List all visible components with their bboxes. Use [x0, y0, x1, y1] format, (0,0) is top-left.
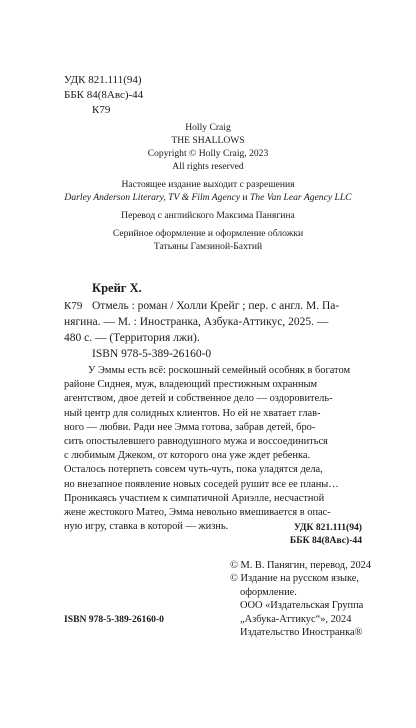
bbk-code: ББК 84(8Авс)-44	[64, 89, 144, 101]
agency-2: The Van Lear Agency LLC	[249, 192, 352, 203]
udk-code-short: УДК 821.111(94)	[293, 522, 362, 533]
biblio-isbn: ISBN 978-5-389-26160-0	[92, 348, 212, 360]
annotation-line: Проникаясь участием к симпатичной Ариэлле, несчастной	[64, 492, 325, 504]
annotation-line: ный центр для солидных клиентов. Но ей не хватает глав-	[64, 407, 321, 419]
agency-1: Darley Anderson Literary, TV & Film Agency	[64, 192, 241, 203]
permission-line: Настоящее издание выходит с разрешения	[121, 179, 295, 190]
publisher-group-year: „Азбука-Аттикус“», 2024	[240, 613, 352, 625]
annotation-line: но внезапное появление новых соседей рушит все ее планы…	[64, 478, 339, 490]
annotation-line: районе Сиднея, муж, владеющий престижным охранным	[64, 379, 318, 391]
agencies-line	[0, 191, 416, 204]
annotation	[64, 364, 364, 534]
design-line-1: Серийное оформление и оформление обложки	[112, 228, 304, 239]
original-title: THE SHALLOWS	[171, 135, 245, 146]
original-copyright: Copyright © Holly Craig, 2023	[147, 148, 269, 159]
original-author: Holly Craig	[185, 122, 231, 133]
biblio-line-1: Отмель : роман / Холли Крейг ; пер. с англ. М. Па-	[92, 300, 340, 312]
copyright-translation: © М. В. Панягин, перевод, 2024	[230, 560, 372, 571]
biblio-line-3: 480 с. — (Территория лжи).	[64, 332, 200, 344]
biblio-line-2: нягина. — М. : Иностранка, Азбука-Аттикус, 2025. —	[64, 316, 329, 328]
annotation-line: ного — любви. Ради нее Эмма готова, забрав детей, бро-	[64, 421, 316, 433]
publisher-group: ООО «Издательская Группа	[240, 600, 364, 612]
author-heading: Крейг Х.	[92, 281, 142, 295]
annotation-line: с любимым Джеком, от которого она уже ждет ребенка.	[64, 450, 311, 462]
copyright-edition: © Издание на русском языке,	[230, 573, 359, 585]
annotation-line: ную игру, ставка в которой — жизнь.	[64, 521, 229, 533]
annotation-line: жене жестокого Матео, Эмма невольно вмешивается в опас-	[64, 507, 331, 519]
annotation-line: сить опостылевшего равнодушного мужа и воссоединиться	[64, 436, 328, 448]
copyright-design: оформление.	[240, 586, 297, 598]
annotation-line: Осталось потерпеть совсем чуть-чуть, пока уладятся дела,	[64, 464, 323, 476]
annotation-line: У Эммы есть всё: роскошный семейный особняк в богатом	[88, 365, 351, 376]
translator-line: Перевод с английского Максима Панягина	[121, 210, 295, 221]
udk-code: УДК 821.111(94)	[64, 74, 142, 86]
agency-conj: и	[240, 192, 250, 203]
isbn-bottom: ISBN 978-5-389-26160-0	[64, 614, 164, 625]
annotation-line: агентством, двое детей и собственное дело — оздоровитель-	[64, 393, 333, 405]
rights-reserved: All rights reserved	[172, 161, 244, 172]
bbk-code-short: ББК 84(8Авс)-44	[289, 535, 362, 546]
design-line-2: Татьяны Гамзиной-Бахтий	[153, 241, 263, 252]
publisher-imprint: Издательство Иностранка®	[240, 627, 363, 639]
biblio-sign: К79	[64, 300, 83, 312]
copyright-block	[230, 559, 371, 639]
author-sign: К79	[92, 104, 111, 116]
